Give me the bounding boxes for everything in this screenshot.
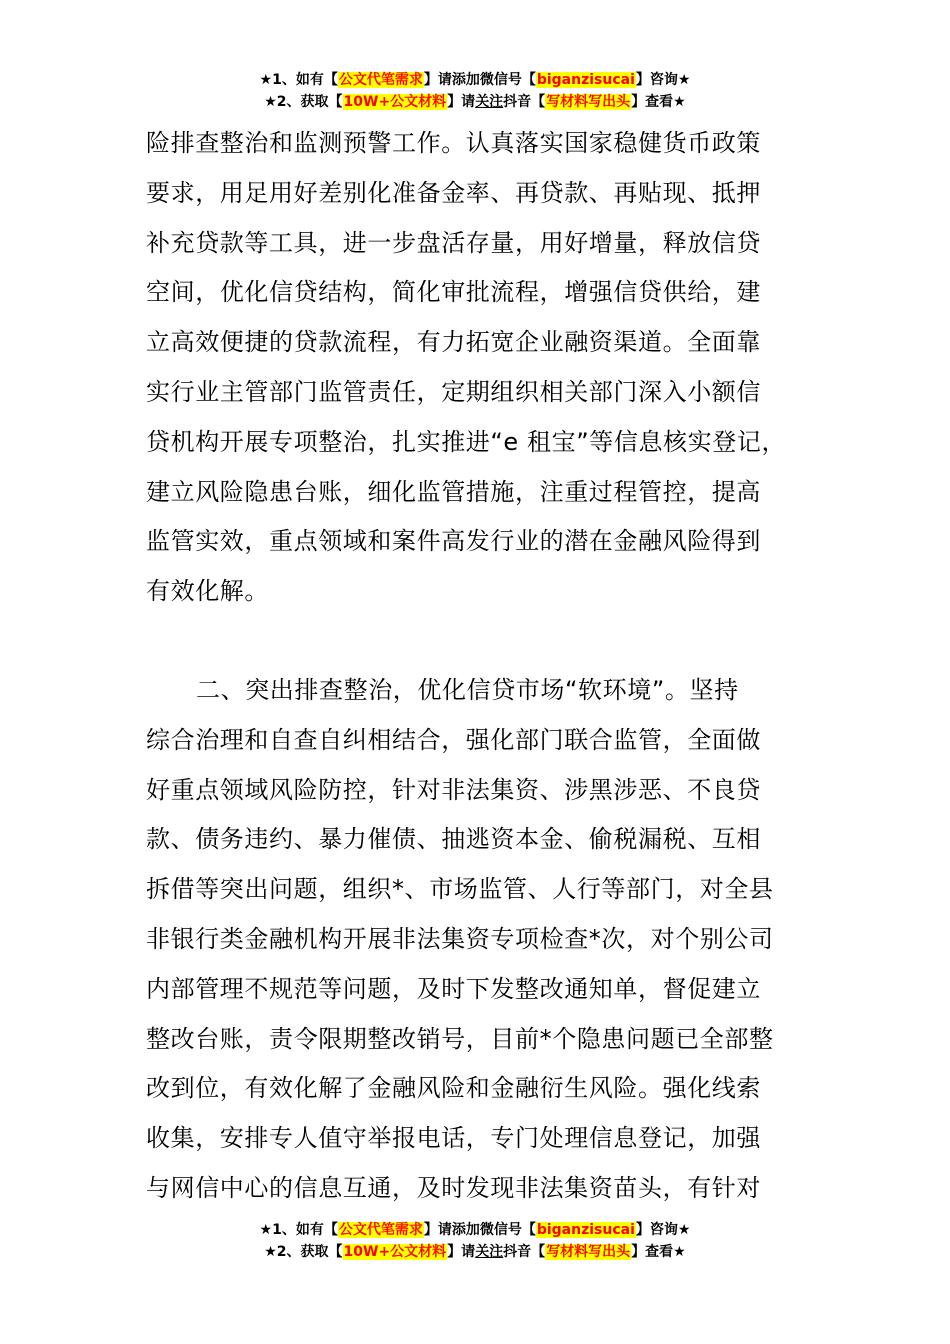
banner-text: 】咨询★: [635, 1222, 691, 1238]
highlight-wechat-id: biganzisucai: [536, 72, 635, 88]
highlight-douyin-account: 写材料写出头: [546, 94, 631, 110]
banner-text: ★2、获取【: [264, 1244, 343, 1260]
banner-follow-text: 关注: [475, 1244, 504, 1260]
text-line: 补充贷款等工具，进一步盘活存量，用好增量，释放信贷: [146, 228, 761, 257]
text-line: 整改台账，责令限期整改销号，目前*个隐患问题已全部整: [146, 1024, 774, 1053]
text-line: 险排查整治和监测预警工作。认真落实国家稳健货币政策: [146, 129, 761, 157]
text-line: 建立风险隐患台账，细化监管措施，注重过程管控，提高: [146, 477, 761, 506]
text-line: 好重点领域风险防控，针对非法集资、涉黑涉恶、不良贷: [146, 775, 761, 804]
text-line: 二、突出排查整治，优化信贷市场“软环境”。坚持: [196, 675, 739, 704]
banner-follow-text: 关注: [475, 94, 504, 110]
highlight-wechat-id: biganzisucai: [536, 1222, 635, 1238]
highlight-materials: 10W+公文材料: [343, 94, 447, 110]
banner-line-1: [0, 69, 950, 91]
header-banner: [0, 69, 950, 113]
text-line: 实行业主管部门监管责任，定期组织相关部门深入小额信: [146, 377, 761, 406]
text-line: 与网信中心的信息互通，及时发现非法集资苗头，有针对: [146, 1173, 761, 1202]
banner-line-1: [0, 1219, 950, 1241]
paragraph-1: [146, 119, 836, 617]
banner-text: 】请: [447, 1244, 476, 1260]
banner-text: 抖音【: [503, 94, 546, 110]
text-line: 非银行类金融机构开展非法集资专项检查*次，对个别公司: [146, 924, 774, 953]
text-line: 立高效便捷的贷款流程，有力拓宽企业融资渠道。全面靠: [146, 328, 761, 357]
text-line: 内部管理不规范等问题，及时下发整改通知单，督促建立: [146, 974, 761, 1003]
paragraph-2: [146, 666, 836, 1214]
banner-text: ★1、如有【: [259, 1222, 338, 1238]
banner-text: 】咨询★: [635, 72, 691, 88]
banner-text: 抖音【: [503, 1244, 546, 1260]
text-line: 款、债务违约、暴力催债、抽逃资本金、偷税漏税、互相: [146, 825, 761, 854]
banner-text: 】请添加微信号【: [423, 1222, 536, 1238]
text-line: 监管实效，重点领域和案件高发行业的潜在金融风险得到: [146, 527, 761, 556]
banner-line-2: [0, 1241, 950, 1263]
text-line: 要求，用足用好差别化准备金率、再贷款、再贴现、抵押: [146, 178, 761, 207]
banner-text: ★2、获取【: [264, 94, 343, 110]
text-line: 有效化解。: [146, 577, 269, 606]
text-line: 贷机构开展专项整治，扎实推进“e 租宝”等信息核实登记，: [146, 427, 787, 456]
text-line: 收集，安排专人值守举报电话，专门处理信息登记，加强: [146, 1124, 761, 1153]
highlight-ghostwriting: 公文代笔需求: [338, 1222, 423, 1238]
banner-line-2: [0, 91, 950, 113]
highlight-douyin-account: 写材料写出头: [546, 1244, 631, 1260]
banner-text: ★1、如有【: [259, 72, 338, 88]
highlight-ghostwriting: 公文代笔需求: [338, 72, 423, 88]
text-line: 综合治理和自查自纠相结合，强化部门联合监管，全面做: [146, 725, 761, 754]
text-line: 拆借等突出问题，组织*、市场监管、人行等部门，对全县: [146, 875, 774, 904]
banner-text: 】查看★: [631, 1244, 686, 1260]
text-line: 空间，优化信贷结构，简化审批流程，增强信贷供给，建: [146, 278, 761, 307]
banner-text: 】查看★: [631, 94, 686, 110]
footer-banner: [0, 1219, 950, 1263]
banner-text: 】请添加微信号【: [423, 72, 536, 88]
text-line: 改到位，有效化解了金融风险和金融衍生风险。强化线索: [146, 1074, 761, 1103]
highlight-materials: 10W+公文材料: [343, 1244, 447, 1260]
banner-text: 】请: [447, 94, 476, 110]
document-body: [146, 119, 836, 1214]
